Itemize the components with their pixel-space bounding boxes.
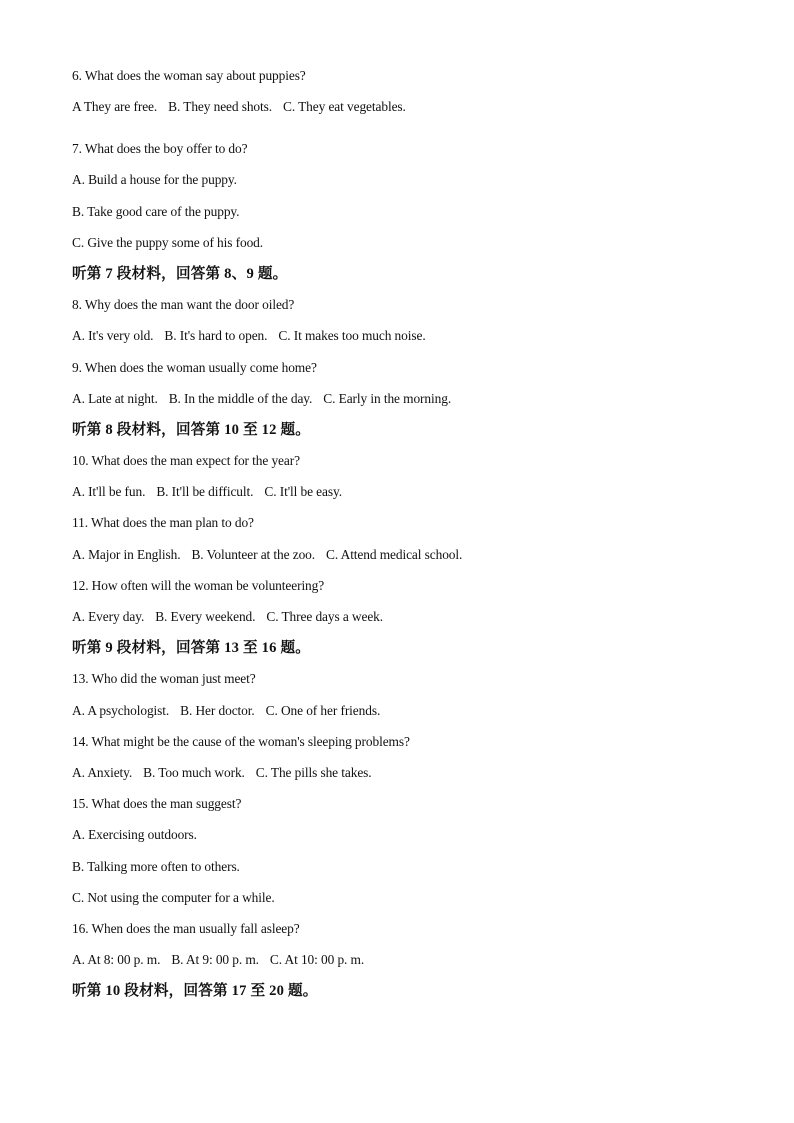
answer-option: A. Late at night. bbox=[72, 390, 158, 406]
answer-option: A. Every day. bbox=[72, 609, 145, 624]
answer-option: B. Every weekend. bbox=[155, 609, 256, 624]
question-text: 14. What might be the cause of the woman's sleeping problems? bbox=[72, 733, 410, 749]
answer-options-row bbox=[72, 389, 752, 420]
answer-option: C. The pills she takes. bbox=[255, 764, 372, 780]
answer-option: C. One of her friends. bbox=[265, 702, 381, 718]
question-text: 10. What does the man expect for the year? bbox=[72, 453, 300, 469]
question-text: 11. What does the man plan to do? bbox=[72, 515, 254, 531]
answer-option: B. It'll be difficult. bbox=[156, 484, 254, 500]
answer-options-row bbox=[72, 545, 752, 576]
answer-option: B. Volunteer at the zoo. bbox=[191, 546, 316, 562]
answer-option: A. It'll be fun. bbox=[72, 484, 146, 500]
answer-option: B. They need shots. bbox=[168, 99, 273, 115]
answer-options-row bbox=[72, 950, 752, 981]
answer-option: B. At 9: 00 p. m. bbox=[171, 952, 259, 968]
section-heading: 听第 9 段材料，回答第 13 至 16 题。 bbox=[72, 640, 311, 657]
answer-options-row bbox=[72, 326, 752, 357]
answer-option: C. Three days a week. bbox=[266, 609, 384, 624]
answer-option: A They are free. bbox=[72, 99, 158, 115]
answer-option: B. Too much work. bbox=[143, 764, 245, 780]
answer-options-row bbox=[72, 763, 752, 794]
question-text: 6. What does the woman say about puppies? bbox=[72, 68, 306, 83]
section-heading: 听第 7 段材料，回答第 8、9 题。 bbox=[72, 265, 288, 282]
answer-option: B. It's hard to open. bbox=[164, 328, 268, 344]
answer-option: A. At 8: 00 p. m. bbox=[72, 952, 161, 968]
answer-option: B. In the middle of the day. bbox=[168, 390, 313, 406]
question-text: 8. Why does the man want the door oiled? bbox=[72, 297, 295, 313]
answer-option: A. Anxiety. bbox=[72, 764, 133, 780]
answer-option: C. They eat vegetables. bbox=[283, 99, 406, 115]
answer-option: B. Talking more often to others. bbox=[72, 858, 240, 874]
answer-option: A. It's very old. bbox=[72, 328, 154, 344]
answer-options-row bbox=[72, 482, 752, 513]
question-text: 12. How often will the woman be volunteering? bbox=[72, 577, 325, 593]
answer-option: C. Give the puppy some of his food. bbox=[72, 234, 264, 250]
answer-option: A. Build a house for the puppy. bbox=[72, 172, 237, 188]
question-text: 9. When does the woman usually come home? bbox=[72, 359, 317, 375]
answer-options-row bbox=[72, 701, 752, 732]
section-heading: 听第 8 段材料，回答第 10 至 12 题。 bbox=[72, 421, 311, 438]
exam-page bbox=[72, 66, 752, 1012]
answer-option: C. At 10: 00 p. m. bbox=[269, 952, 365, 968]
question-text: 7. What does the boy offer to do? bbox=[72, 141, 248, 157]
section-heading: 听第 10 段材料，回答第 17 至 20 题。 bbox=[72, 983, 318, 1000]
answer-option: C. It makes too much noise. bbox=[278, 328, 426, 344]
answer-option: C. It'll be easy. bbox=[264, 484, 342, 500]
answer-options-row bbox=[72, 97, 752, 139]
answer-options-row bbox=[72, 607, 752, 638]
answer-option: A. Exercising outdoors. bbox=[72, 827, 197, 843]
question-text: 13. Who did the woman just meet? bbox=[72, 671, 256, 687]
question-text: 15. What does the man suggest? bbox=[72, 796, 242, 812]
answer-option: C. Early in the morning. bbox=[323, 390, 452, 406]
answer-option: C. Not using the computer for a while. bbox=[72, 889, 275, 905]
answer-option: A. A psychologist. bbox=[72, 702, 170, 718]
answer-option: B. Her doctor. bbox=[180, 702, 255, 718]
answer-option: A. Major in English. bbox=[72, 546, 181, 562]
answer-option: B. Take good care of the puppy. bbox=[72, 203, 240, 219]
question-text: 16. When does the man usually fall asleep? bbox=[72, 920, 300, 936]
answer-option: C. Attend medical school. bbox=[326, 546, 463, 562]
